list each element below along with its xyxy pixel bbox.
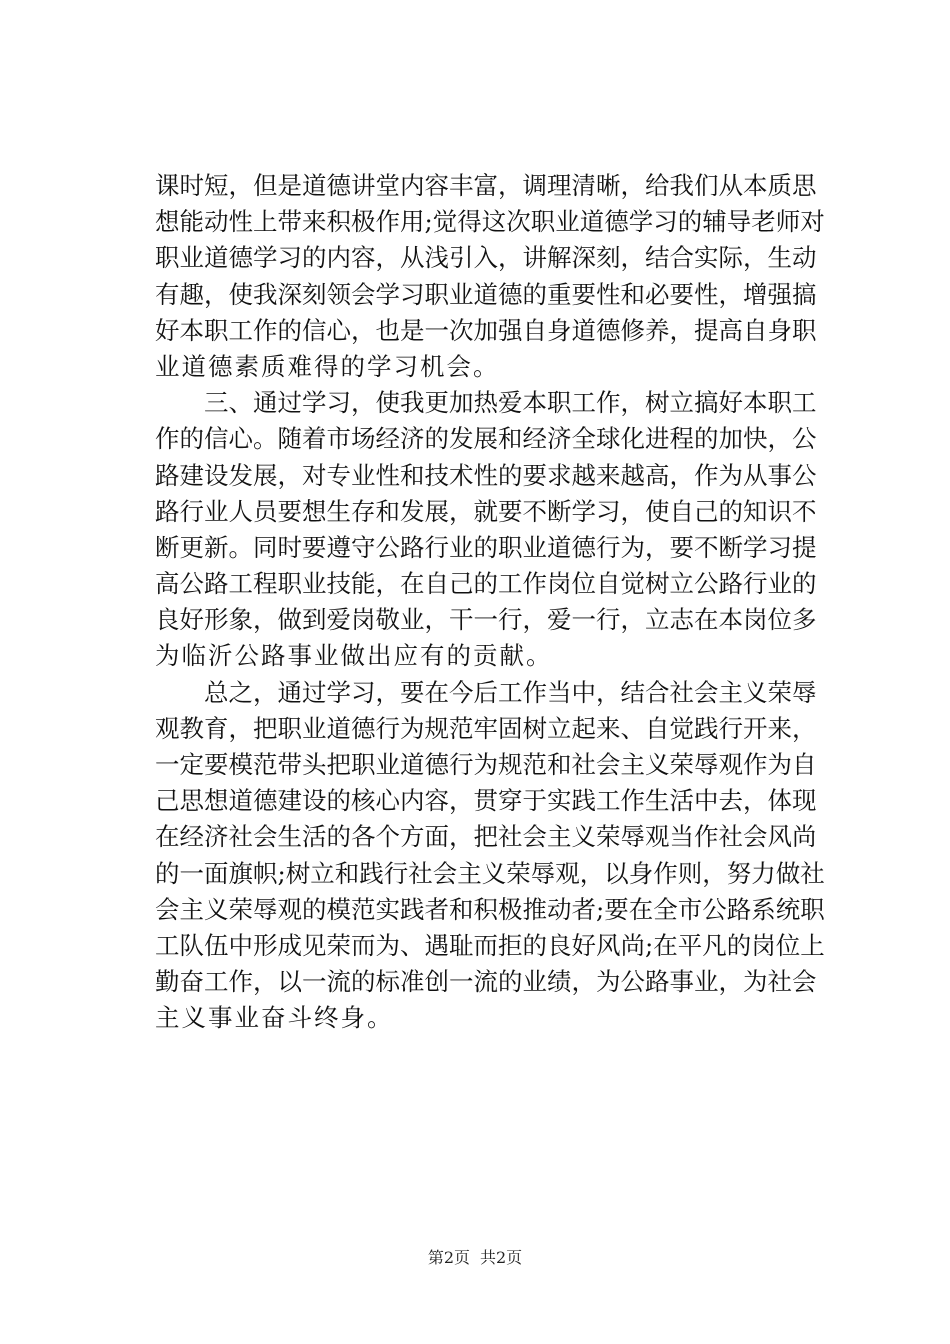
- text-line: 高公路工程职业技能，在自己的工作岗位自觉树立公路行业的: [155, 569, 817, 599]
- paragraph-start-line: 总之，通过学习，要在今后工作当中，结合社会主义荣辱: [204, 677, 817, 707]
- text-line: 为临沂公路事业做出应有的贡献。: [155, 641, 553, 671]
- text-line: 观教育，把职业道德行为规范牢固树立起来、自觉践行开来，: [155, 713, 817, 743]
- text-line: 路建设发展，对专业性和技术性的要求越来越高，作为从事公: [155, 460, 817, 490]
- text-line: 路行业人员要想生存和发展，就要不断学习，使自己的知识不: [155, 496, 817, 526]
- page-footer: [0, 1248, 950, 1268]
- text-line: 工队伍中形成见荣而为、遇耻而拒的良好风尚;在平凡的岗位上: [155, 930, 825, 960]
- text-line: 会主义荣辱观的模范实践者和积极推动者;要在全市公路系统职: [155, 894, 825, 924]
- text-line: 己思想道德建设的核心内容，贯穿于实践工作生活中去，体现: [155, 786, 817, 816]
- text-line: 作的信心。随着市场经济的发展和经济全球化进程的加快，公: [155, 424, 817, 454]
- text-line: 业道德素质难得的学习机会。: [155, 351, 500, 381]
- text-line: 好本职工作的信心，也是一次加强自身道德修养，提高自身职: [155, 315, 817, 345]
- text-line: 职业道德学习的内容，从浅引入，讲解深刻，结合实际，生动: [155, 243, 817, 273]
- text-line: 主义事业奋斗终身。: [155, 1003, 394, 1033]
- text-line: 的一面旗帜;树立和践行社会主义荣辱观，以身作则，努力做社: [155, 858, 825, 888]
- text-line: 断更新。同时要遵守公路行业的职业道德行为，要不断学习提: [155, 532, 817, 562]
- text-line: 课时短，但是道德讲堂内容丰富，调理清晰，给我们从本质思: [155, 171, 817, 200]
- text-line: 有趣，使我深刻领会学习职业道德的重要性和必要性，增强搞: [155, 279, 817, 309]
- text-line: 一定要模范带头把职业道德行为规范和社会主义荣辱观作为自: [155, 750, 817, 779]
- text-line: 良好形象，做到爱岗敬业，干一行，爱一行，立志在本岗位多: [155, 605, 817, 635]
- text-line: 勤奋工作，以一流的标准创一流的业绩，为公路事业，为社会: [155, 967, 817, 997]
- paragraph-start-line: 三、通过学习，使我更加热爱本职工作，树立搞好本职工: [204, 388, 817, 418]
- body-text: [155, 168, 825, 1037]
- text-line: 在经济社会生活的各个方面，把社会主义荣辱观当作社会风尚: [155, 822, 817, 852]
- text-line: 想能动性上带来积极作用;觉得这次职业道德学习的辅导老师对: [155, 207, 825, 237]
- page-number: 第2页: [427, 1248, 470, 1267]
- page-total: 共2页: [480, 1248, 523, 1267]
